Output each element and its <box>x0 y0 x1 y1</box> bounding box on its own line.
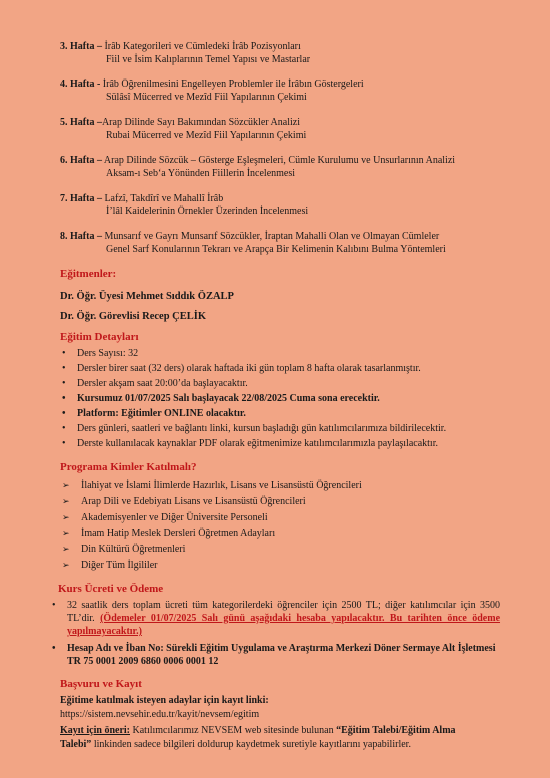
instructors-section <box>60 268 530 323</box>
weeks-list <box>60 40 530 268</box>
list-item <box>50 599 500 638</box>
suggestion-text: Katılımcılarımız NEVSEM web sitesinde bulunan <box>130 725 337 736</box>
list-item: • Derste kullanılacak kaynaklar PDF olarak eğitmenimize katılımcılarımızla paylaşılacaktır. <box>60 437 530 450</box>
fee-note: (Ödemeler 01/07/2025 Salı günü aşağıdaki hesaba yapılacaktır. Bu tarihten önce ödeme yapılmayacaktır.) <box>67 613 501 637</box>
list-item: ➢ Akademisyenler ve Diğer Üniversite Personeli <box>60 511 530 524</box>
registration-link[interactable]: https://sistem.nevsehir.edu.tr/kayit/nevsem/egitim <box>60 709 260 720</box>
list-item: • Dersler birer saat (32 ders) olarak haftada iki gün toplam 8 hafta olarak tasarlanmıştır. <box>60 362 530 375</box>
week-topic-2: Sülâsî Mücerred ve Mezîd Fiil Yapılarının Çekimi <box>106 92 307 103</box>
week-topic-2: Aksam-ı Seb‘a Yönünden Fiillerin İncelenmesi <box>106 168 296 179</box>
week-label: 5. Hafta – <box>60 117 102 128</box>
week-label: 6. Hafta – <box>60 155 102 166</box>
week-item <box>60 192 530 218</box>
details-section <box>60 331 530 450</box>
instructors-heading: Eğitmenler: <box>60 268 117 280</box>
week-topic-2: Genel Sarf Konularının Tekrarı ve Arapça Bir Kelimenin Kalıbını Bulma Yöntemleri <box>106 244 446 255</box>
list-item: ➢ Diğer Tüm İlgililer <box>60 559 530 572</box>
suggestion-text-end: linkinden sadece bilgileri doldurup kaydetmek suretiyle kayıtlarını yapabilirler. <box>91 739 411 750</box>
list-item: • Kursumuz 01/07/2025 Salı başlayacak 22/08/2025 Cuma sona erecektir. <box>60 392 530 405</box>
list-item: • Ders günleri, saatleri ve bağlantı linki, kursun başladığı gün katılımcılarımıza bildirilecektir. <box>60 422 530 435</box>
details-heading: Eğitim Detayları <box>60 331 139 343</box>
week-topic-2: Fiil ve İsim Kalıplarının Temel Yapısı ve Mastarlar <box>106 54 311 65</box>
week-topic-1: Lafzî, Takdîrî ve Mahallî İrâb <box>101 193 224 204</box>
week-topic-2: Rubai Mücerred ve Mezîd Fiil Yapılarının Çekimi <box>106 130 307 141</box>
week-item <box>60 40 530 66</box>
week-topic-1: İrâb Öğrenilmesini Engelleyen Problemler ile İrâbın Göstergeleri <box>100 79 364 90</box>
list-item: • Platform: Eğitimler ONLINE olacaktır. <box>60 407 530 420</box>
week-topic-2: İ’lâl Kaidelerinin Örnekler Üzerinden İncelenmesi <box>106 206 309 217</box>
week-label: 3. Hafta – <box>60 41 102 52</box>
list-item: • Ders Sayısı: 32 <box>60 347 530 360</box>
details-list <box>60 347 530 450</box>
apply-section <box>60 678 480 752</box>
instructor-name: Dr. Öğr. Görevlisi Recep ÇELİK <box>60 311 207 322</box>
week-item <box>60 116 530 142</box>
list-item: ➢ İmam Hatip Meslek Dersleri Öğretmen Adayları <box>60 527 530 540</box>
week-topic-1: Arap Dilinde Sayı Bakımından Sözcükler Analizi <box>101 117 300 128</box>
week-item <box>60 154 530 180</box>
fee-section <box>58 583 500 668</box>
list-item: ➢ İlahiyat ve İslami İlimlerde Hazırlık, Lisans ve Lisansüstü Öğrencileri <box>60 479 530 492</box>
instructor-name: Dr. Öğr. Üyesi Mehmet Sıddık ÖZALP <box>60 291 234 302</box>
list-item: • Dersler akşam saat 20:00’da başlayacaktır. <box>60 377 530 390</box>
audience-list <box>60 479 530 572</box>
list-item: • Hesap Adı ve İban No: Sürekli Eğitim Uygulama ve Araştırma Merkezi Döner Sermaye Alt İşletmesi TR 75 0001 2009 6860 0006 0001 12 <box>50 642 500 668</box>
week-item <box>60 230 530 256</box>
fee-heading: Kurs Ücreti ve Ödeme <box>58 583 164 595</box>
week-label: 8. Hafta – <box>60 231 102 242</box>
list-item: ➢ Arap Dili ve Edebiyatı Lisans ve Lisansüstü Öğrencileri <box>60 495 530 508</box>
fee-text: 32 saatlik ders toplam ücreti tüm kategorilerdeki öğrenciler için 2500 TL; diğer katılımcılar için 3500 TL’dir. <box>67 600 500 624</box>
week-item <box>60 78 530 104</box>
apply-intro: Eğitime katılmak isteyen adaylar için kayıt linki: <box>60 695 269 706</box>
week-label: 4. Hafta - <box>60 79 101 90</box>
week-topic-1: İrâb Kategorileri ve Cümledeki İrâb Pozisyonları <box>101 41 301 52</box>
registration-suggestion <box>60 724 480 752</box>
week-label: 7. Hafta – <box>60 193 102 204</box>
suggestion-link-name: “Eğitim Talebi/Eğitim Alma Talebi” <box>60 725 456 750</box>
fee-list <box>50 599 500 668</box>
week-topic-1: Arap Dilinde Sözcük – Gösterge Eşleşmeleri, Cümle Kurulumu ve Unsurlarının Analizi <box>101 155 456 166</box>
audience-heading: Programa Kimler Katılmalı? <box>60 461 197 473</box>
suggestion-label: Kayıt için öneri: <box>60 725 130 736</box>
list-item: ➢ Din Kültürü Öğretmenleri <box>60 543 530 556</box>
apply-heading: Başvuru ve Kayıt <box>60 678 142 690</box>
week-topic-1: Munsarıf ve Gayrı Munsarıf Sözcükler, İraptan Mahalli Olan ve Olmayan Cümleler <box>101 231 440 242</box>
audience-section <box>60 461 530 572</box>
